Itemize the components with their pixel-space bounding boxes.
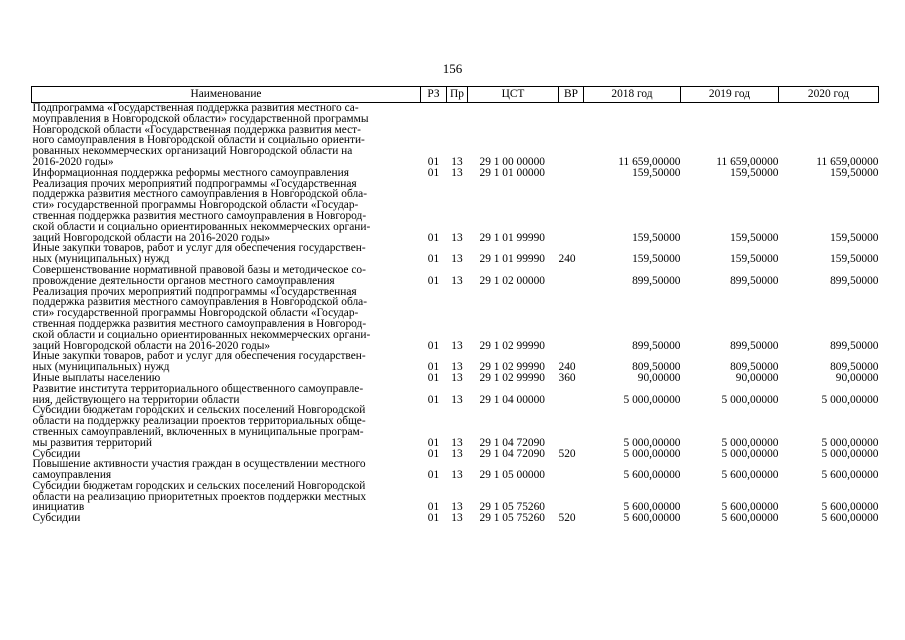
- cell-2019: 159,50000: [730, 253, 779, 266]
- cell-pr: 13: [451, 512, 463, 525]
- cell-2020: 159,50000: [830, 231, 879, 244]
- cell-2020: 159,50000: [830, 253, 879, 266]
- header-pr: Пр: [447, 87, 468, 103]
- table-row: [32, 265, 879, 287]
- cell-name-line: ственная поддержка развития местного самоуправления в Новгород-: [32, 209, 367, 222]
- cell-rz: 01: [427, 155, 440, 168]
- cell-name-line: ственная поддержка развития местного самоуправления в Новгород-: [32, 317, 367, 330]
- cell-2019: 809,50000: [730, 361, 779, 374]
- cell-2018: 5 000,00000: [623, 447, 681, 460]
- cell-name-line: области на поддержку реализации проектов территориальных обще-: [32, 415, 366, 428]
- cell-name-line: самоуправления: [32, 469, 112, 482]
- cell-2019: 5 600,00000: [721, 512, 779, 525]
- cell-name-line: области на реализацию приоритетных проектов поддержки местных: [32, 490, 367, 503]
- table-row: [32, 481, 879, 513]
- cell-2019: 899,50000: [730, 339, 779, 352]
- cell-name: [32, 459, 421, 481]
- table-header-row: [32, 87, 879, 103]
- cell-vr: [559, 265, 584, 287]
- cell-2018: 159,50000: [632, 253, 681, 266]
- cell-2019: 159,50000: [730, 231, 779, 244]
- cell-rz: 01: [427, 501, 440, 514]
- cell-name-line: ственных самоуправлений, включенных в муниципальные програм-: [32, 425, 364, 438]
- cell-pr: 13: [451, 339, 463, 352]
- cell-name: [32, 168, 421, 179]
- cell-2018: 5 600,00000: [623, 501, 681, 514]
- cell-name-line: Иные закупки товаров, работ и услуг для обеспечения государствен-: [32, 242, 366, 255]
- cell-name: [32, 179, 421, 244]
- cell-name-line: Субсидии бюджетам городских и сельских поселений Новгородской: [32, 479, 366, 492]
- cell-2020: 5 600,00000: [821, 512, 879, 525]
- cell-2018: 899,50000: [632, 339, 681, 352]
- cell-pr: 13: [451, 501, 463, 514]
- cell-vr: [559, 405, 584, 448]
- cell-vr: 360: [558, 371, 576, 384]
- cell-name-line: Развитие института территориального общественного самоуправле-: [32, 382, 364, 395]
- table-row: [32, 351, 879, 373]
- cell-cst: 29 1 00 00000: [479, 155, 545, 168]
- cell-name-line: Субсидии: [32, 447, 81, 460]
- cell-pr: 13: [451, 274, 463, 287]
- cell-cst: 29 1 04 72090: [479, 447, 545, 460]
- cell-pr: 13: [451, 155, 463, 168]
- cell-2019: 90,00000: [735, 371, 779, 384]
- cell-rz: 01: [427, 361, 440, 374]
- cell-name-line: Подпрограмма «Государственная поддержка развития местного са-: [32, 102, 359, 114]
- cell-cst: 29 1 01 99990: [479, 231, 545, 244]
- cell-name-line: сти» государственной программы Новгородской области «Государ-: [32, 307, 359, 320]
- header-2019: 2019 год: [681, 87, 779, 103]
- cell-2018: 899,50000: [632, 274, 681, 287]
- cell-name: [32, 384, 421, 406]
- cell-vr: [559, 287, 584, 352]
- table-row: [32, 243, 879, 265]
- cell-name: [32, 243, 421, 265]
- table-row: [32, 287, 879, 352]
- cell-name-line: рованных некоммерческих организаций Новгородской области на: [32, 145, 353, 158]
- page-number: 156: [442, 61, 463, 76]
- cell-name-line: поддержка развития местного самоуправления в Новгородской обла-: [32, 296, 367, 309]
- cell-2020: 809,50000: [830, 361, 879, 374]
- cell-2019: 159,50000: [730, 166, 779, 179]
- cell-name-line: Иные закупки товаров, работ и услуг для обеспечения государствен-: [32, 350, 366, 363]
- cell-2020: 159,50000: [830, 166, 879, 179]
- cell-rz: 01: [427, 393, 440, 406]
- table-row: [32, 459, 879, 481]
- cell-name: [32, 513, 421, 524]
- cell-name-line: ния, действующего на территории области: [32, 393, 240, 406]
- cell-2020: 5 000,00000: [821, 447, 879, 460]
- cell-name-line: ных (муниципальных) нужд: [32, 253, 170, 266]
- cell-pr: 13: [451, 231, 463, 244]
- budget-table: [31, 86, 879, 524]
- cell-rz: 01: [427, 436, 440, 449]
- cell-2018: 159,50000: [632, 166, 681, 179]
- table-row: [32, 405, 879, 448]
- cell-cst: 29 1 01 99990: [479, 253, 545, 266]
- cell-rz: 01: [427, 469, 440, 482]
- cell-name-line: Совершенствование нормативной правовой базы и методическое со-: [32, 263, 366, 276]
- cell-cst: 29 1 02 99990: [479, 361, 545, 374]
- cell-2019: 5 600,00000: [721, 469, 779, 482]
- cell-name-line: Информационная поддержка реформы местного самоуправления: [32, 166, 349, 179]
- cell-rz: 01: [427, 274, 440, 287]
- cell-2018: 11 659,00000: [618, 155, 681, 168]
- cell-name: [32, 103, 421, 168]
- cell-vr: [559, 384, 584, 406]
- cell-2019: 899,50000: [730, 274, 779, 287]
- cell-2020: 90,00000: [835, 371, 879, 384]
- cell-vr: [559, 459, 584, 481]
- cell-2020: 5 600,00000: [821, 469, 879, 482]
- cell-cst: 29 1 04 00000: [479, 393, 545, 406]
- cell-vr: [559, 179, 584, 244]
- cell-name-line: Иные выплаты населению: [32, 371, 161, 384]
- header-name: Наименование: [32, 87, 421, 103]
- cell-2018: 5 600,00000: [623, 469, 681, 482]
- cell-name-line: ных (муниципальных) нужд: [32, 361, 170, 374]
- cell-2020: 5 000,00000: [821, 436, 879, 449]
- cell-name-line: Субсидии бюджетам городских и сельских поселений Новгородской: [32, 404, 366, 417]
- cell-2019: 5 000,00000: [721, 436, 779, 449]
- cell-cst: 29 1 05 75260: [479, 501, 545, 514]
- cell-rz: 01: [427, 231, 440, 244]
- cell-vr: 240: [558, 253, 576, 266]
- cell-pr: 13: [451, 166, 463, 179]
- cell-2019: 11 659,00000: [716, 155, 779, 168]
- header-2020: 2020 год: [779, 87, 879, 103]
- cell-name-line: поддержка развития местного самоуправления в Новгородской обла-: [32, 188, 367, 201]
- cell-cst: 29 1 02 00000: [479, 274, 545, 287]
- cell-pr: 13: [451, 361, 463, 374]
- cell-pr: 13: [451, 469, 463, 482]
- cell-name-line: моуправления в Новгородской области» государственной программы: [32, 112, 369, 125]
- cell-vr: 240: [558, 361, 576, 374]
- cell-name-line: мы развития территорий: [32, 436, 153, 449]
- cell-cst: 29 1 05 75260: [479, 512, 545, 525]
- header-2018: 2018 год: [584, 87, 681, 103]
- cell-2020: 5 000,00000: [821, 393, 879, 406]
- cell-name-line: Повышение активности участия граждан в осуществлении местного: [32, 458, 366, 471]
- cell-2020: 899,50000: [830, 339, 879, 352]
- cell-vr: 520: [558, 447, 576, 460]
- cell-name-line: 2016-2020 годы»: [32, 155, 114, 168]
- cell-2020: 11 659,00000: [816, 155, 879, 168]
- table-row: [32, 513, 879, 524]
- cell-name-line: инициатив: [32, 501, 85, 514]
- cell-name-line: заций Новгородской области на 2016-2020 годы»: [32, 339, 271, 352]
- cell-rz: 01: [427, 166, 440, 179]
- table-body: [32, 103, 879, 525]
- cell-name-line: Субсидии: [32, 512, 81, 525]
- cell-2018: 809,50000: [632, 361, 681, 374]
- cell-name-line: ской области и социально ориентированных некоммерческих органи-: [32, 220, 371, 233]
- cell-cst: 29 1 02 99990: [479, 339, 545, 352]
- table-row: [32, 168, 879, 179]
- cell-2020: 899,50000: [830, 274, 879, 287]
- cell-pr: 13: [451, 436, 463, 449]
- cell-name-line: заций Новгородской области на 2016-2020 годы»: [32, 231, 271, 244]
- cell-2018: 159,50000: [632, 231, 681, 244]
- cell-rz: 01: [427, 339, 440, 352]
- header-rz: РЗ: [421, 87, 447, 103]
- cell-2018: 5 600,00000: [623, 512, 681, 525]
- cell-vr: [559, 103, 584, 168]
- cell-pr: 13: [451, 253, 463, 266]
- cell-pr: 13: [451, 371, 463, 384]
- cell-name-line: ного самоуправления в Новгородской области и социально ориенти-: [32, 134, 365, 147]
- cell-vr: 520: [558, 512, 576, 525]
- cell-pr: 13: [451, 393, 463, 406]
- cell-name-line: Новгородской области «Государственная поддержка развития мест-: [32, 123, 361, 136]
- cell-pr: 13: [451, 447, 463, 460]
- cell-name-line: сти» государственной программы Новгородской области «Государ-: [32, 199, 359, 212]
- cell-rz: 01: [427, 253, 440, 266]
- header-cst: ЦСТ: [468, 87, 559, 103]
- cell-name-line: Реализация прочих мероприятий подпрограммы «Государственная: [32, 177, 357, 190]
- table-row: [32, 384, 879, 406]
- cell-name: [32, 351, 421, 373]
- table-row: [32, 103, 879, 168]
- cell-2018: 5 000,00000: [623, 436, 681, 449]
- cell-name-line: провождение деятельности органов местного самоуправления: [32, 274, 335, 287]
- table-row: [32, 179, 879, 244]
- cell-name-line: ской области и социально ориентированных некоммерческих органи-: [32, 328, 371, 341]
- cell-2019: 5 000,00000: [721, 393, 779, 406]
- cell-vr: [559, 481, 584, 513]
- cell-name: [32, 287, 421, 352]
- cell-name-line: Реализация прочих мероприятий подпрограммы «Государственная: [32, 285, 357, 298]
- cell-rz: 01: [427, 371, 440, 384]
- cell-name: [32, 265, 421, 287]
- cell-cst: 29 1 05 00000: [479, 469, 545, 482]
- cell-cst: 29 1 04 72090: [479, 436, 545, 449]
- cell-vr: [559, 168, 584, 179]
- header-vr: ВР: [559, 87, 584, 103]
- cell-2019: 5 000,00000: [721, 447, 779, 460]
- cell-rz: 01: [427, 447, 440, 460]
- cell-2019: 5 600,00000: [721, 501, 779, 514]
- cell-2018: 5 000,00000: [623, 393, 681, 406]
- cell-2020: 5 600,00000: [821, 501, 879, 514]
- cell-name: [32, 481, 421, 513]
- cell-cst: 29 1 02 99990: [479, 371, 545, 384]
- cell-cst: 29 1 01 00000: [479, 166, 545, 179]
- cell-2018: 90,00000: [637, 371, 681, 384]
- cell-name: [32, 405, 421, 448]
- cell-rz: 01: [427, 512, 440, 525]
